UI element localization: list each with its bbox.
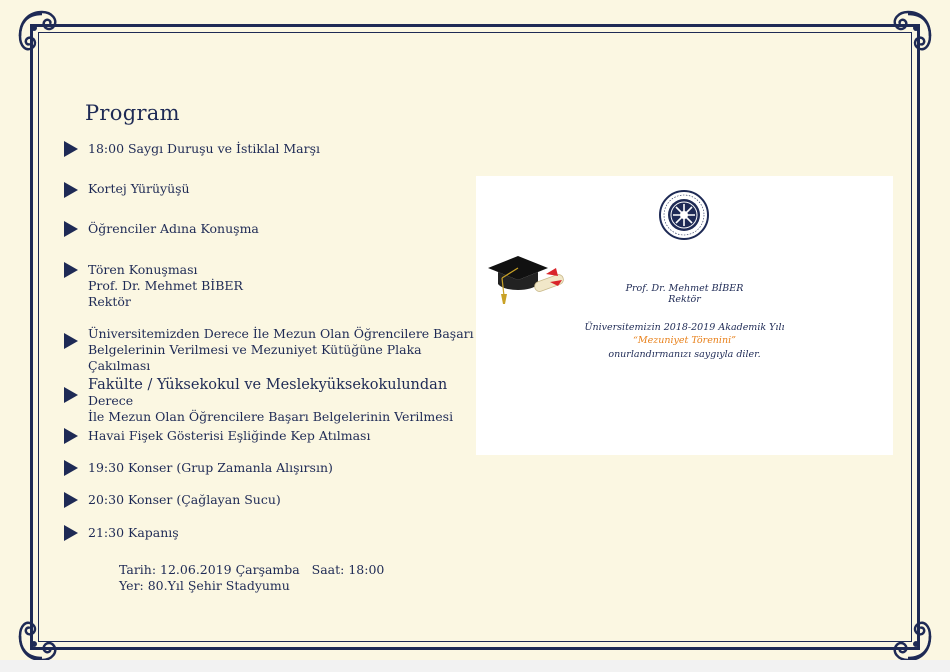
corner-ornament-top-right: [878, 6, 938, 66]
speaker-name: Prof. Dr. Mehmet BİBER: [88, 278, 243, 293]
corner-ornament-bottom-left: [12, 606, 72, 666]
arrow-bullet-icon: [64, 182, 78, 198]
program-item: [64, 460, 474, 476]
program-item-text: Kortej Yürüyüşü: [88, 181, 190, 196]
program-item: [64, 326, 474, 374]
program-item: [64, 525, 474, 541]
program-item: [64, 262, 474, 310]
event-info: [119, 562, 384, 594]
program-item-lead: Fakülte / Yüksekokul ve Meslekyüksekokulundan: [88, 377, 448, 393]
program-item-text: Havai Fişek Gösterisi Eşliğinde Kep Atılması: [88, 428, 371, 443]
arrow-bullet-icon: [64, 221, 78, 237]
event-date-time: Tarih: 12.06.2019 Çarşamba Saat: 18:00: [119, 562, 385, 577]
program-item-text: Öğrenciler Adına Konuşma: [88, 221, 259, 236]
arrow-bullet-icon: [64, 141, 78, 157]
program-item-text: 18:00 Saygı Duruşu ve İstiklal Marşı: [88, 141, 321, 156]
arrow-bullet-icon: [64, 428, 78, 444]
program-item-text: [88, 377, 474, 409]
program-item: [64, 221, 474, 237]
arrow-bullet-icon: [64, 492, 78, 508]
arrow-bullet-icon: [64, 262, 78, 278]
arrow-bullet-icon: [64, 387, 78, 403]
arrow-bullet-icon: [64, 525, 78, 541]
bottom-margin: [0, 660, 950, 672]
arrow-bullet-icon: [64, 460, 78, 476]
program-item: [64, 181, 474, 197]
corner-ornament-top-left: [12, 6, 72, 66]
card-rector-role: Rektör: [668, 294, 701, 305]
program-item: [64, 141, 474, 157]
card-rector-name: Prof. Dr. Mehmet BİBER: [625, 283, 744, 294]
program-item-text: Tören Konuşması: [88, 262, 198, 277]
event-place: Yer: 80.Yıl Şehir Stadyumu: [119, 578, 290, 593]
invitation-card: [476, 176, 893, 455]
program-item-text: Belgelerinin Verilmesi ve Mezuniyet Kütüğüne Plaka Çakılması: [88, 342, 422, 373]
program-item-text: 20:30 Konser (Çağlayan Sucu): [88, 492, 281, 507]
arrow-bullet-icon: [64, 333, 78, 349]
program-item: [64, 377, 474, 425]
university-seal-logo: [659, 190, 709, 240]
program-item-text: Üniversitemizden Derece İle Mezun Olan Öğrencilere Başarı: [88, 326, 474, 341]
program-item-text: 21:30 Kapanış: [88, 525, 179, 540]
program-title: Program: [85, 101, 180, 125]
program-item-text: İle Mezun Olan Öğrencilere Başarı Belgelerinin Verilmesi: [88, 409, 454, 424]
card-invite-line: Üniversitemizin 2018-2019 Akademik Yılı: [584, 322, 785, 333]
program-item: [64, 428, 474, 444]
corner-ornament-bottom-right: [878, 606, 938, 666]
speaker-role: Rektör: [88, 294, 131, 309]
card-closing-line: onurlandırmanızı saygıyla diler.: [608, 349, 761, 360]
program-item-lead-rest: Derece: [88, 393, 134, 408]
card-ceremony-name: “Mezuniyet Törenini”: [633, 335, 736, 346]
program-item: [64, 492, 474, 508]
program-item-text: 19:30 Konser (Grup Zamanla Alışırsın): [88, 460, 333, 475]
